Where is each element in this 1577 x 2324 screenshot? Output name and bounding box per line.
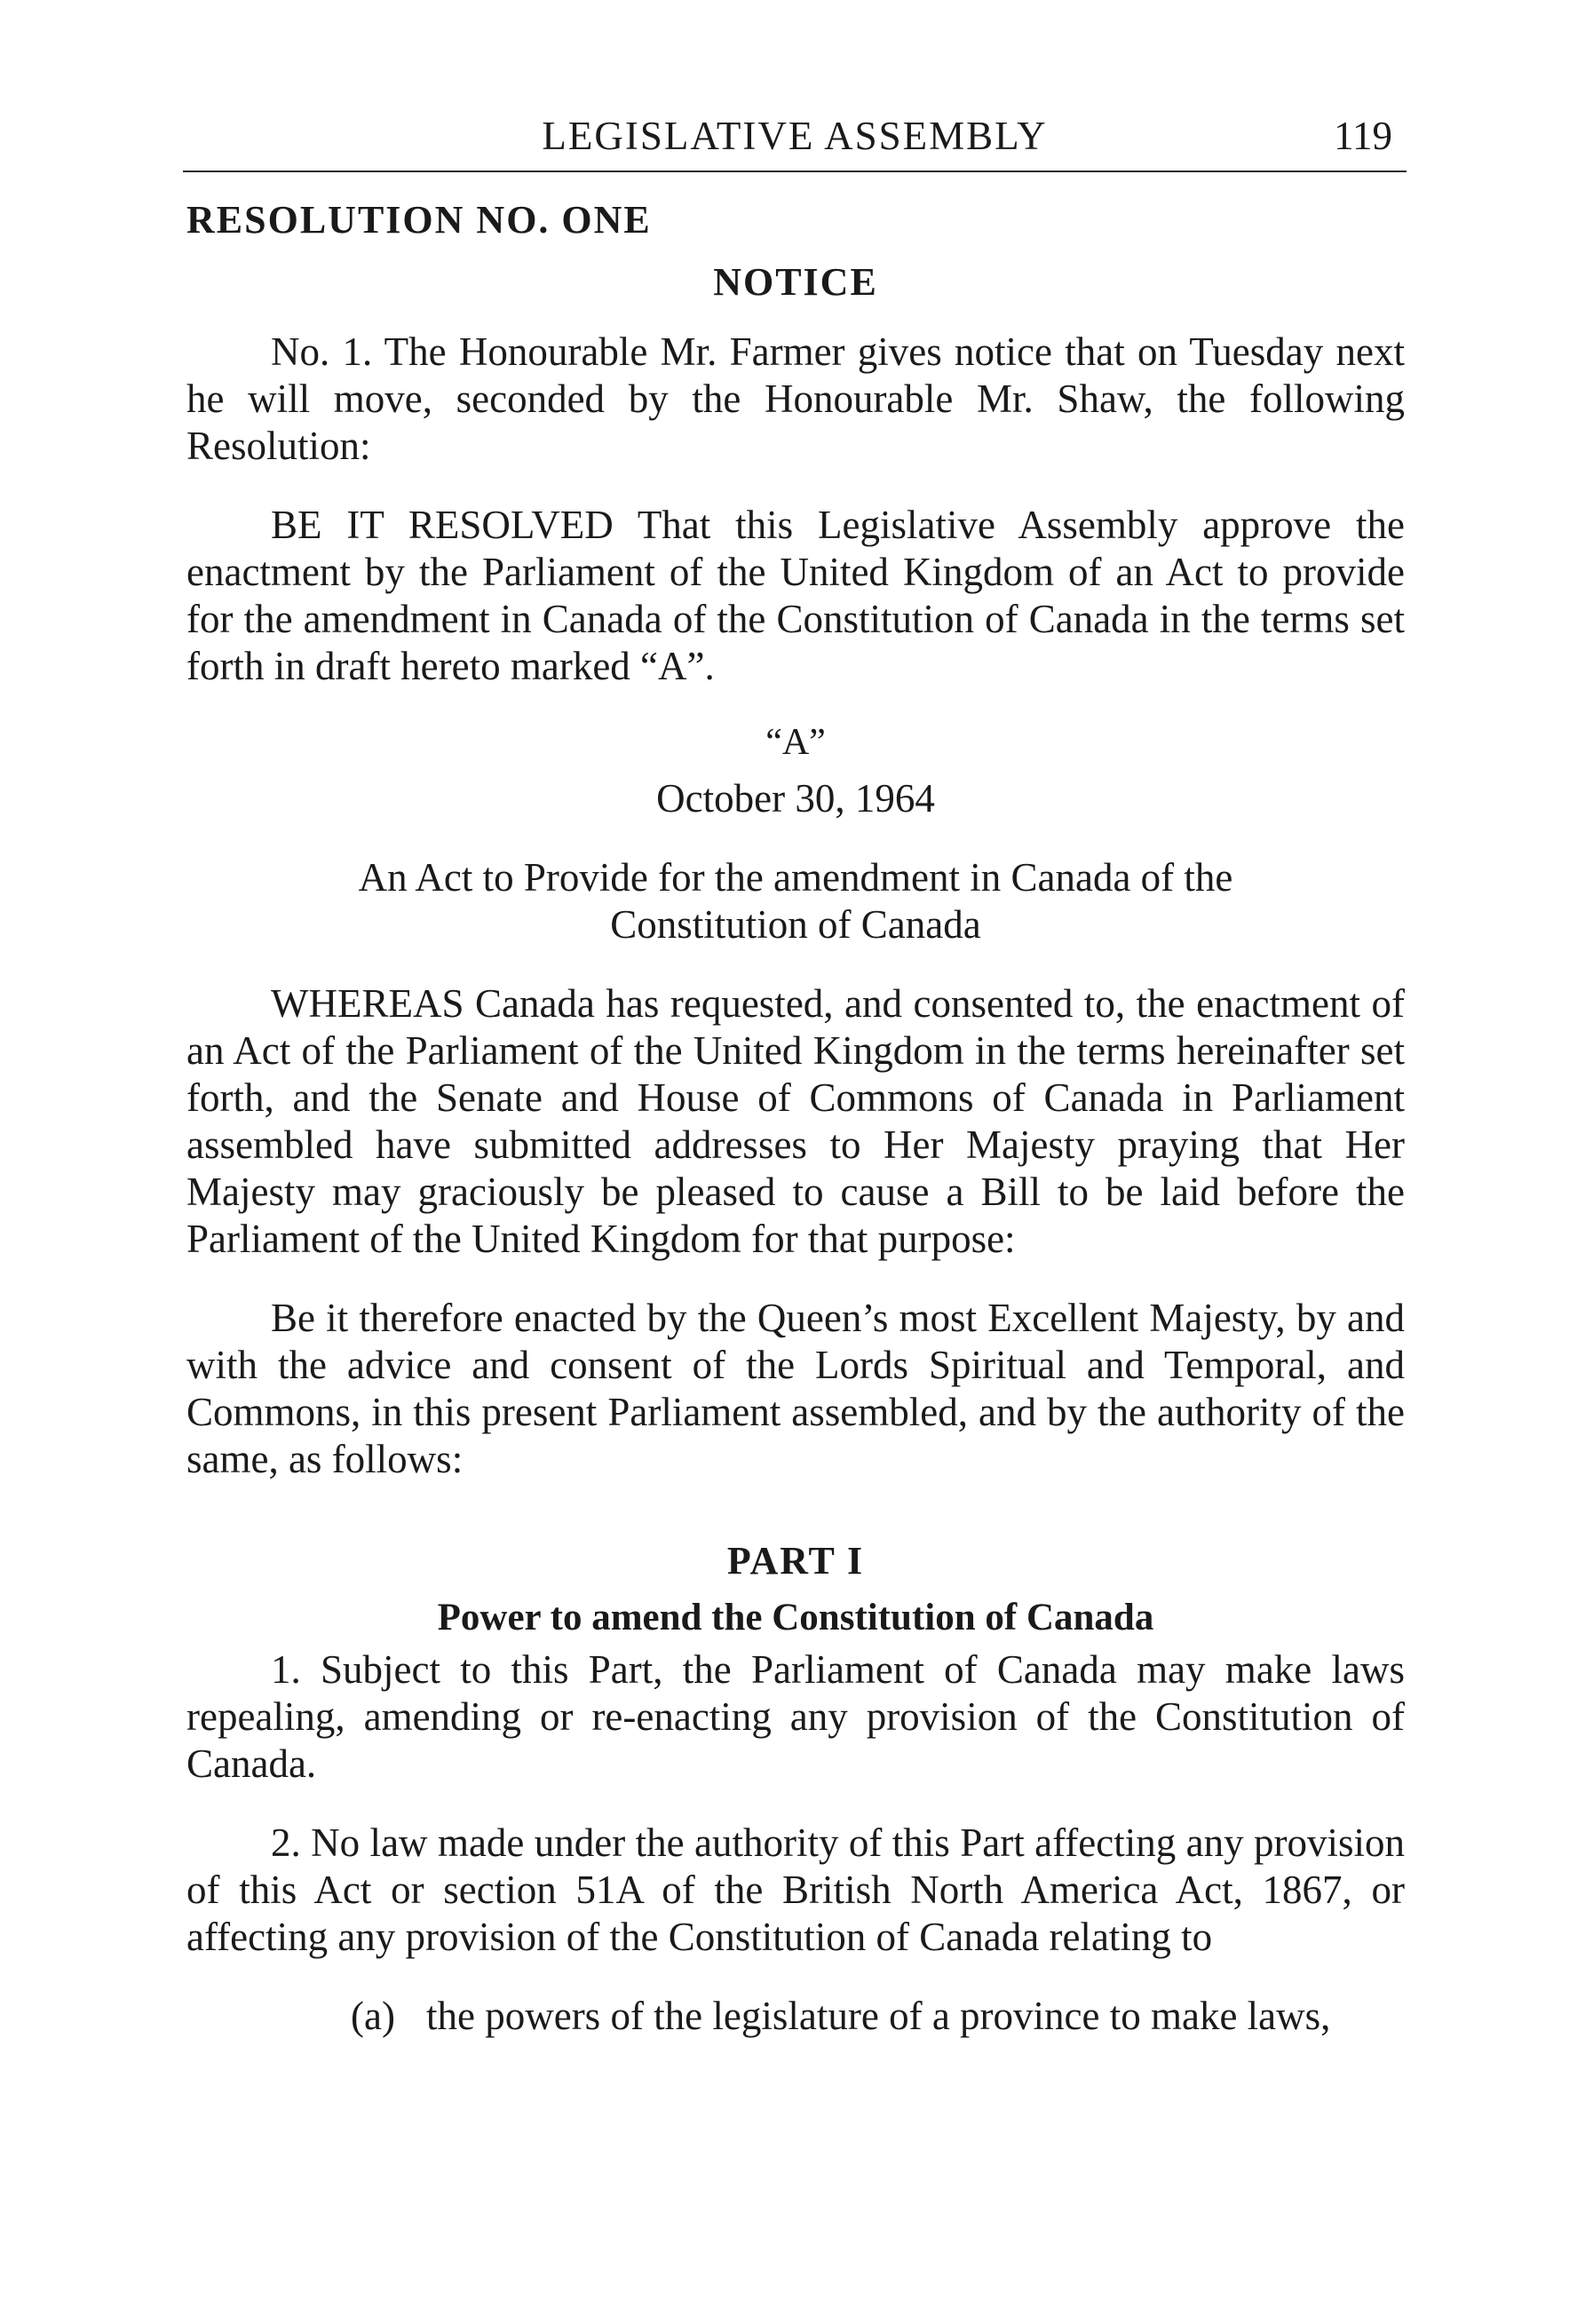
section-2: 2. No law made under the authority of this Part affecting any provision of this Act or section 51A of the British North America Act, 1867, or affecting any provision of the Constitution of Canada relating to: [186, 1820, 1405, 1959]
resolved-paragraph: BE IT RESOLVED That this Legislative Assembly approve the enactment by the Parliament of the United Kingdom of an Act to provide for the amendment in Canada of the Constitution of Canada in the terms set forth in draft hereto marked “A”.: [186, 503, 1405, 688]
running-header: [183, 105, 1407, 167]
enacting-paragraph: Be it therefore enacted by the Queen’s most Excellent Majesty, by and with the advice and consent of the Lords Spiritual and Temporal, and Commons, in this present Parliament assembled, and by the authority of the same, as follows:: [186, 1296, 1405, 1481]
draft-date: October 30, 1964: [656, 776, 935, 821]
section-1: 1. Subject to this Part, the Parliament of Canada may make laws repealing, amending or re-enacting any provision of the Constitution of Canada.: [186, 1647, 1405, 1786]
header-rule: [183, 171, 1407, 172]
resolution-title: RESOLUTION NO. ONE: [186, 198, 652, 242]
act-title-line-2: Constitution of Canada: [610, 902, 981, 947]
running-header-title: LEGISLATIVE ASSEMBLY: [542, 114, 1048, 158]
part-heading: PART I: [726, 1539, 865, 1582]
page-number: 119: [1334, 114, 1392, 158]
item-a-text: the powers of the legislature of a province to make laws,: [426, 1994, 1331, 2038]
notice-heading: NOTICE: [713, 260, 878, 304]
whereas-paragraph: WHEREAS Canada has requested, and consented to, the enactment of an Act of the Parliament of the United Kingdom in the terms hereinafter set forth, and the Senate and House of Commons of Canada in Parliament assembled have submitted addresses to Her Majesty praying that Her Majesty may graciously be pleased to cause a Bill to be laid before the Parliament of the United Kingdom for that purpose:: [186, 981, 1405, 1261]
act-title-line-1: An Act to Provide for the amendment in Canada of the: [358, 855, 1233, 900]
draft-marker: “A”: [765, 722, 826, 763]
part-subheading: Power to amend the Constitution of Canada: [437, 1597, 1154, 1638]
item-a-label: (a): [351, 1994, 395, 2038]
notice-paragraph: No. 1. The Honourable Mr. Farmer gives notice that on Tuesday next he will move, seconded by the Honourable Mr. Shaw, the following Resolution:: [186, 329, 1405, 468]
page-body: [186, 194, 1405, 2040]
list-item: [186, 1993, 1405, 2040]
